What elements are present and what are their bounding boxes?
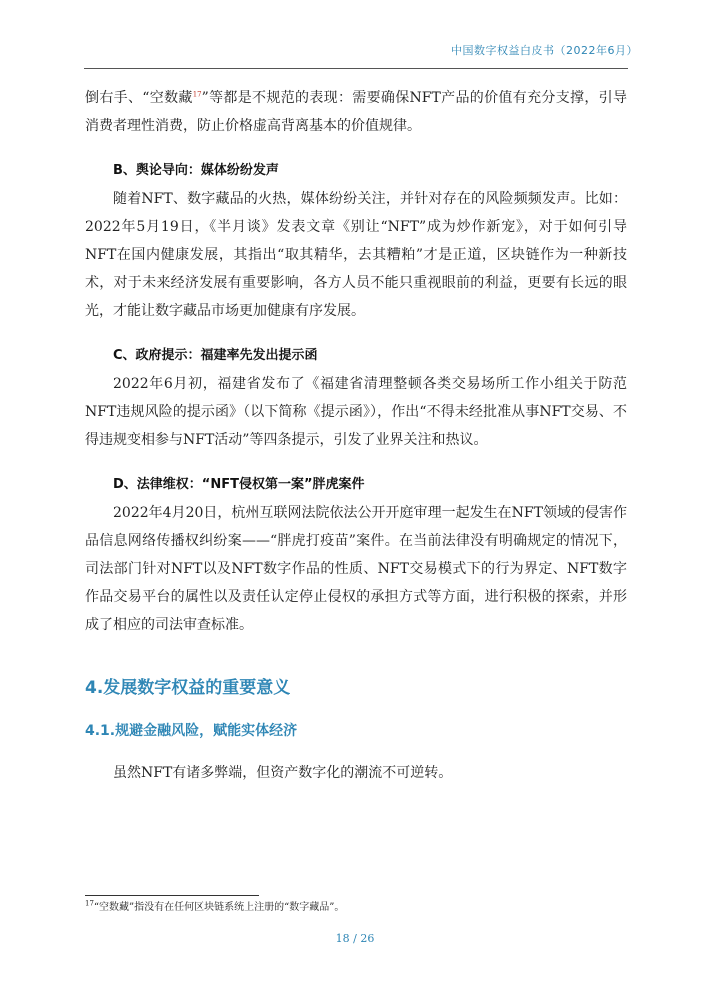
paragraph-4-1: 虽然NFT有诸多弊端，但资产数字化的潮流不可逆转。 <box>113 765 453 781</box>
footnote <box>85 901 344 915</box>
section-heading-4: 4.发展数字权益的重要意义 <box>85 678 291 698</box>
paragraph-b: 随着NFT、数字藏品的火热，媒体纷纷关注，并针对存在的风险频频发声。比如：2022年5月19日，《半月谈》发表文章《别让“NFT”成为炒作新宠》，对于如何引导NFT在国内健康发展，其指出“取其精华，去其糟粕”才是正道，区块链作为一种新技术，对于未来经济发展有重要影响，各方人员不能只重视眼前的利益，更要有长远的眼光，才能让数字藏品市场更加健康有序发展。 <box>85 191 627 319</box>
paragraph-text: ”等都是不规范的表现：需要确保NFT产品的价值有充分支撑，引导消费者理性消费，防止价格虚高背离基本的价值规律。 <box>85 90 627 134</box>
header-divider <box>84 68 628 69</box>
subheading-c: C、政府提示：福建率先发出提示函 <box>113 348 318 363</box>
footnote-mark: 17 <box>85 899 94 908</box>
subheading-b: B、舆论导向：媒体纷纷发声 <box>113 163 279 178</box>
footnote-text: “空数藏”指没有在任何区块链系统上注册的“数字藏品”。 <box>93 902 345 913</box>
page-number: 18 / 26 <box>335 932 375 945</box>
subsection-heading-4-1: 4.1.规避金融风险，赋能实体经济 <box>85 723 298 739</box>
paragraph-c: 2022年6月初，福建省发布了《福建省清理整顿各类交易场所工作小组关于防范NFT违规风险的提示函》（以下简称《提示函》），作出“不得未经批准从事NFT交易、不得违规变相参与NFT活动”等四条提示，引发了业界关注和热议。 <box>85 376 627 448</box>
paragraph-d: 2022年4月20日，杭州互联网法院依法公开开庭审理一起发生在NFT领域的侵害作品信息网络传播权纠纷案——“胖虎打疫苗”案件。在当前法律没有明确规定的情况下，司法部门针对NFT以及NFT数字作品的性质、NFT交易模式下的行为界定、NFT数字作品交易平台的属性以及责任认定停止侵权的承担方式等方面，进行积极的探索，并形成了相应的司法审查标准。 <box>85 505 627 633</box>
subheading-d: D、法律维权：“NFT侵权第一案”胖虎案件 <box>113 477 365 492</box>
footnote-reference[interactable]: 17 <box>192 90 202 99</box>
footnote-divider <box>85 895 259 896</box>
document-header-title: 中国数字权益白皮书（2022年6月） <box>451 44 638 57</box>
paragraph-text: 倒右手、“空数藏 <box>85 90 193 106</box>
continued-paragraph <box>85 84 627 140</box>
page-body <box>85 84 627 787</box>
